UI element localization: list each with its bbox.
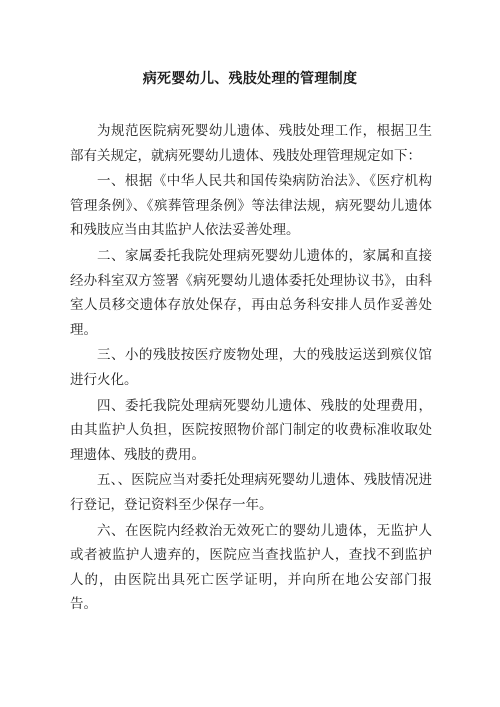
clause-2-paragraph: 二、家属委托我院处理病死婴幼儿遗体的，家属和直接经办科室双方签署《病死婴幼儿遗体委托处理协议书》，由科室人员移交遗体存放处保存，再由总务科安排人员作妥善处理。	[70, 247, 432, 338]
clause-6-paragraph: 六、在医院内经救治无效死亡的婴幼儿遗体，无监护人或者被监护人遗弃的，医院应当查找监护人，查找不到监护人的，由医院出具死亡医学证明，并向所在地公安部门报告。	[70, 522, 432, 613]
document-title: 病死婴幼儿、残肢处理的管理制度	[142, 71, 358, 87]
intro-paragraph: 为规范医院病死婴幼儿遗体、残肢处理工作，根据卫生部有关规定，就病死婴幼儿遗体、残肢处理管理规定如下：	[70, 123, 432, 164]
clause-4-paragraph: 四、委托我院处理病死婴幼儿遗体、残肢的处理费用，由其监护人负担，医院按照物价部门制定的收费标准收取处理遗体、残肢的费用。	[70, 397, 432, 463]
clause-5-paragraph: 五、、医院应当对委托处理病死婴幼儿遗体、残肢情况进行登记，登记资料至少保存一年。	[70, 472, 432, 513]
clause-3-paragraph: 三、小的残肢按医疗废物处理，大的残肢运送到殡仪馆进行火化。	[70, 347, 432, 388]
clause-1-paragraph: 一、根据《中华人民共和国传染病防治法》、《医疗机构管理条例》、《殡葬管理条例》等法律法规，病死婴幼儿遗体和残肢应当由其监护人依法妥善处理。	[70, 173, 432, 239]
document-body	[70, 119, 432, 618]
